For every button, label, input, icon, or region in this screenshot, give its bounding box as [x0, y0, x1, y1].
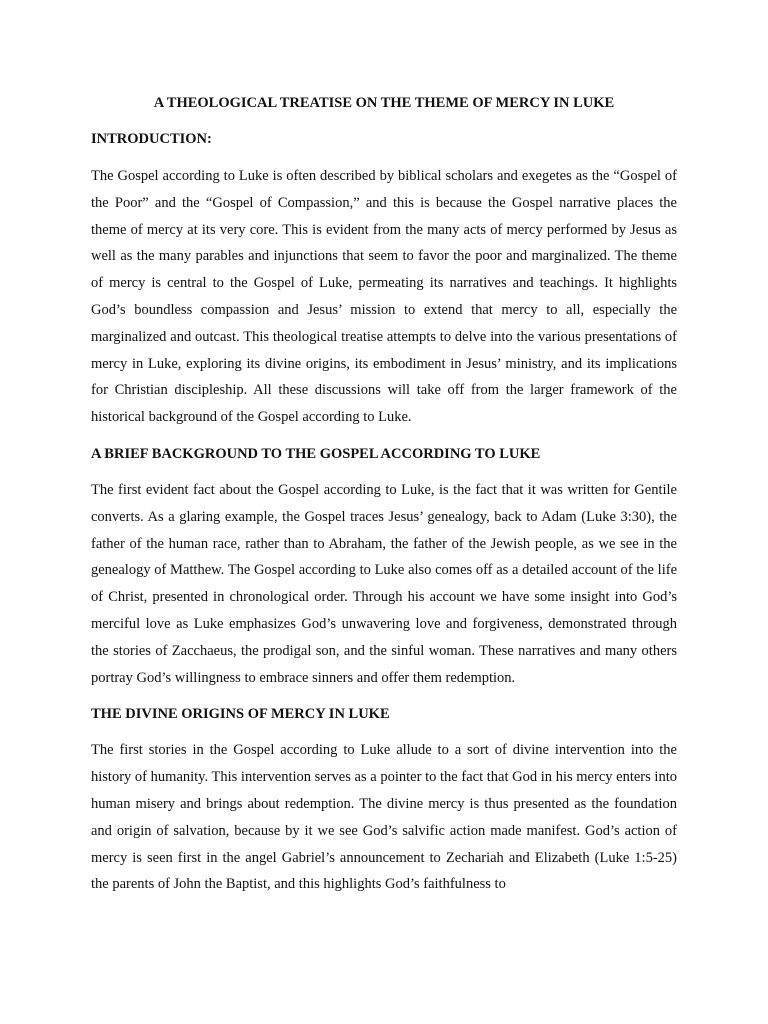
document-title: A THEOLOGICAL TREATISE ON THE THEME OF MERCY IN LUKE: [153, 95, 615, 111]
paragraph-introduction: The Gospel according to Luke is often described by biblical scholars and exegetes as the “Gospel of the Poor” and the “Gospel of Compassion,” and this is because the Gospel narrative places the theme of mercy at its very core. This is evident from the many acts of mercy performed by Jesus as well as the many parables and injunctions that seem to favor the poor and marginalized. The theme of mercy is central to the Gospel of Luke, permeating its narratives and teachings. It highlights God’s boundless compassion and Jesus’ mission to extend that mercy to all, especially the marginalized and outcast. This theological treatise attempts to delve into the various presentations of mercy in Luke, exploring its divine origins, its embodiment in Jesus’ ministry, and its implications for Christian discipleship. All these discussions will take off from the larger framework of the historical background of the Gospel according to Luke.: [91, 168, 677, 426]
paragraph-background: The first evident fact about the Gospel according to Luke, is the fact that it was written for Gentile converts. As a glaring example, the Gospel traces Jesus’ genealogy, back to Adam (Luke 3:30), the father of the human race, rather than to Abraham, the father of the Jewish people, as we see in the genealogy of Matthew. The Gospel according to Luke also comes off as a detailed account of the life of Christ, presented in chronological order. Through his account we have some insight into God’s merciful love as Luke emphasizes God’s unwavering love and forgiveness, demonstrated through the stories of Zacchaeus, the prodigal son, and the sinful woman. These narratives and many others portray God’s willingness to embrace sinners and offer them redemption.: [91, 481, 677, 686]
document-body: [91, 93, 677, 898]
section-heading-background: A BRIEF BACKGROUND TO THE GOSPEL ACCORDING TO LUKE: [91, 445, 541, 462]
paragraph-divine-origins: The first stories in the Gospel according to Luke allude to a sort of divine intervention into the history of humanity. This intervention serves as a pointer to the fact that God in his mercy enters into human misery and brings about redemption. The divine mercy is thus presented as the foundation and origin of salvation, because by it we see God’s salvific action made manifest. God’s action of mercy is seen first in the angel Gabriel’s announcement to Zechariah and Elizabeth (Luke 1:5-25) the parents of John the Baptist, and this highlights God’s faithfulness to: [91, 742, 677, 893]
section-heading-divine-origins: THE DIVINE ORIGINS OF MERCY IN LUKE: [91, 706, 390, 723]
section-heading-introduction: INTRODUCTION:: [91, 131, 212, 147]
